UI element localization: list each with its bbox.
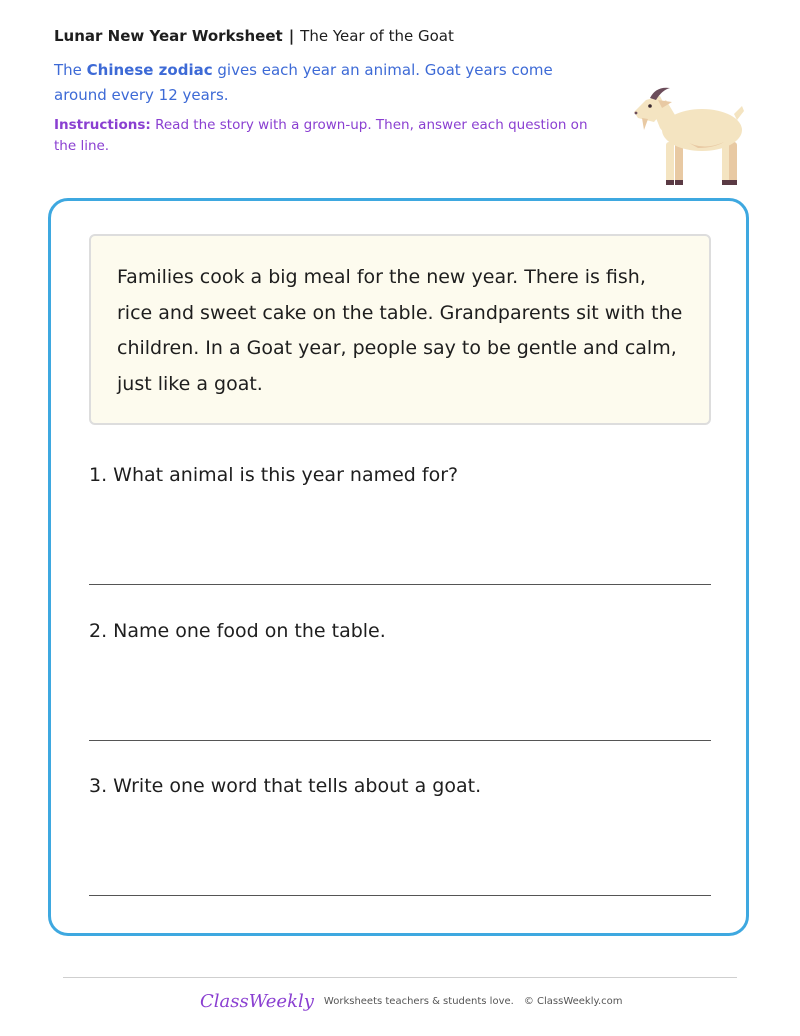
header-separator: | — [288, 27, 295, 45]
story-box — [89, 234, 711, 425]
question-3: 3. Write one word that tells about a goat. — [89, 775, 482, 797]
question-2: 2. Name one food on the table. — [89, 620, 386, 642]
worksheet-header — [54, 26, 454, 46]
answer-line-3[interactable] — [89, 895, 711, 896]
intro-text — [54, 58, 574, 108]
instructions-label: Instructions: — [54, 117, 151, 133]
intro-highlight: Chinese zodiac — [86, 61, 213, 79]
footer-divider — [63, 977, 737, 978]
answer-line-2[interactable] — [89, 740, 711, 741]
footer-copyright: © ClassWeekly.com — [523, 995, 623, 1007]
worksheet-topic: The Year of the Goat — [300, 27, 454, 45]
footer — [200, 989, 623, 1013]
instructions-text: Read the story with a grown-up. Then, answer each question on the line. — [54, 117, 588, 154]
worksheet-title: Lunar New Year Worksheet — [54, 27, 283, 45]
goat-icon — [626, 84, 750, 192]
footer-tagline: Worksheets teachers & students love. — [323, 995, 514, 1007]
question-1: 1. What animal is this year named for? — [89, 464, 459, 486]
instructions — [54, 115, 594, 157]
brand-logo[interactable]: ClassWeekly — [200, 990, 314, 1012]
intro-prefix: The — [54, 61, 87, 79]
answer-line-1[interactable] — [89, 584, 711, 585]
intro-rest: gives each year an animal. Goat years come around every 12 years. — [54, 61, 553, 104]
story-text: Families cook a big meal for the new year. There is fish, rice and sweet cake on the table. Grandparents sit with the children. In a Goat year, people say to be gentle and calm, just like a goat. — [117, 266, 683, 395]
